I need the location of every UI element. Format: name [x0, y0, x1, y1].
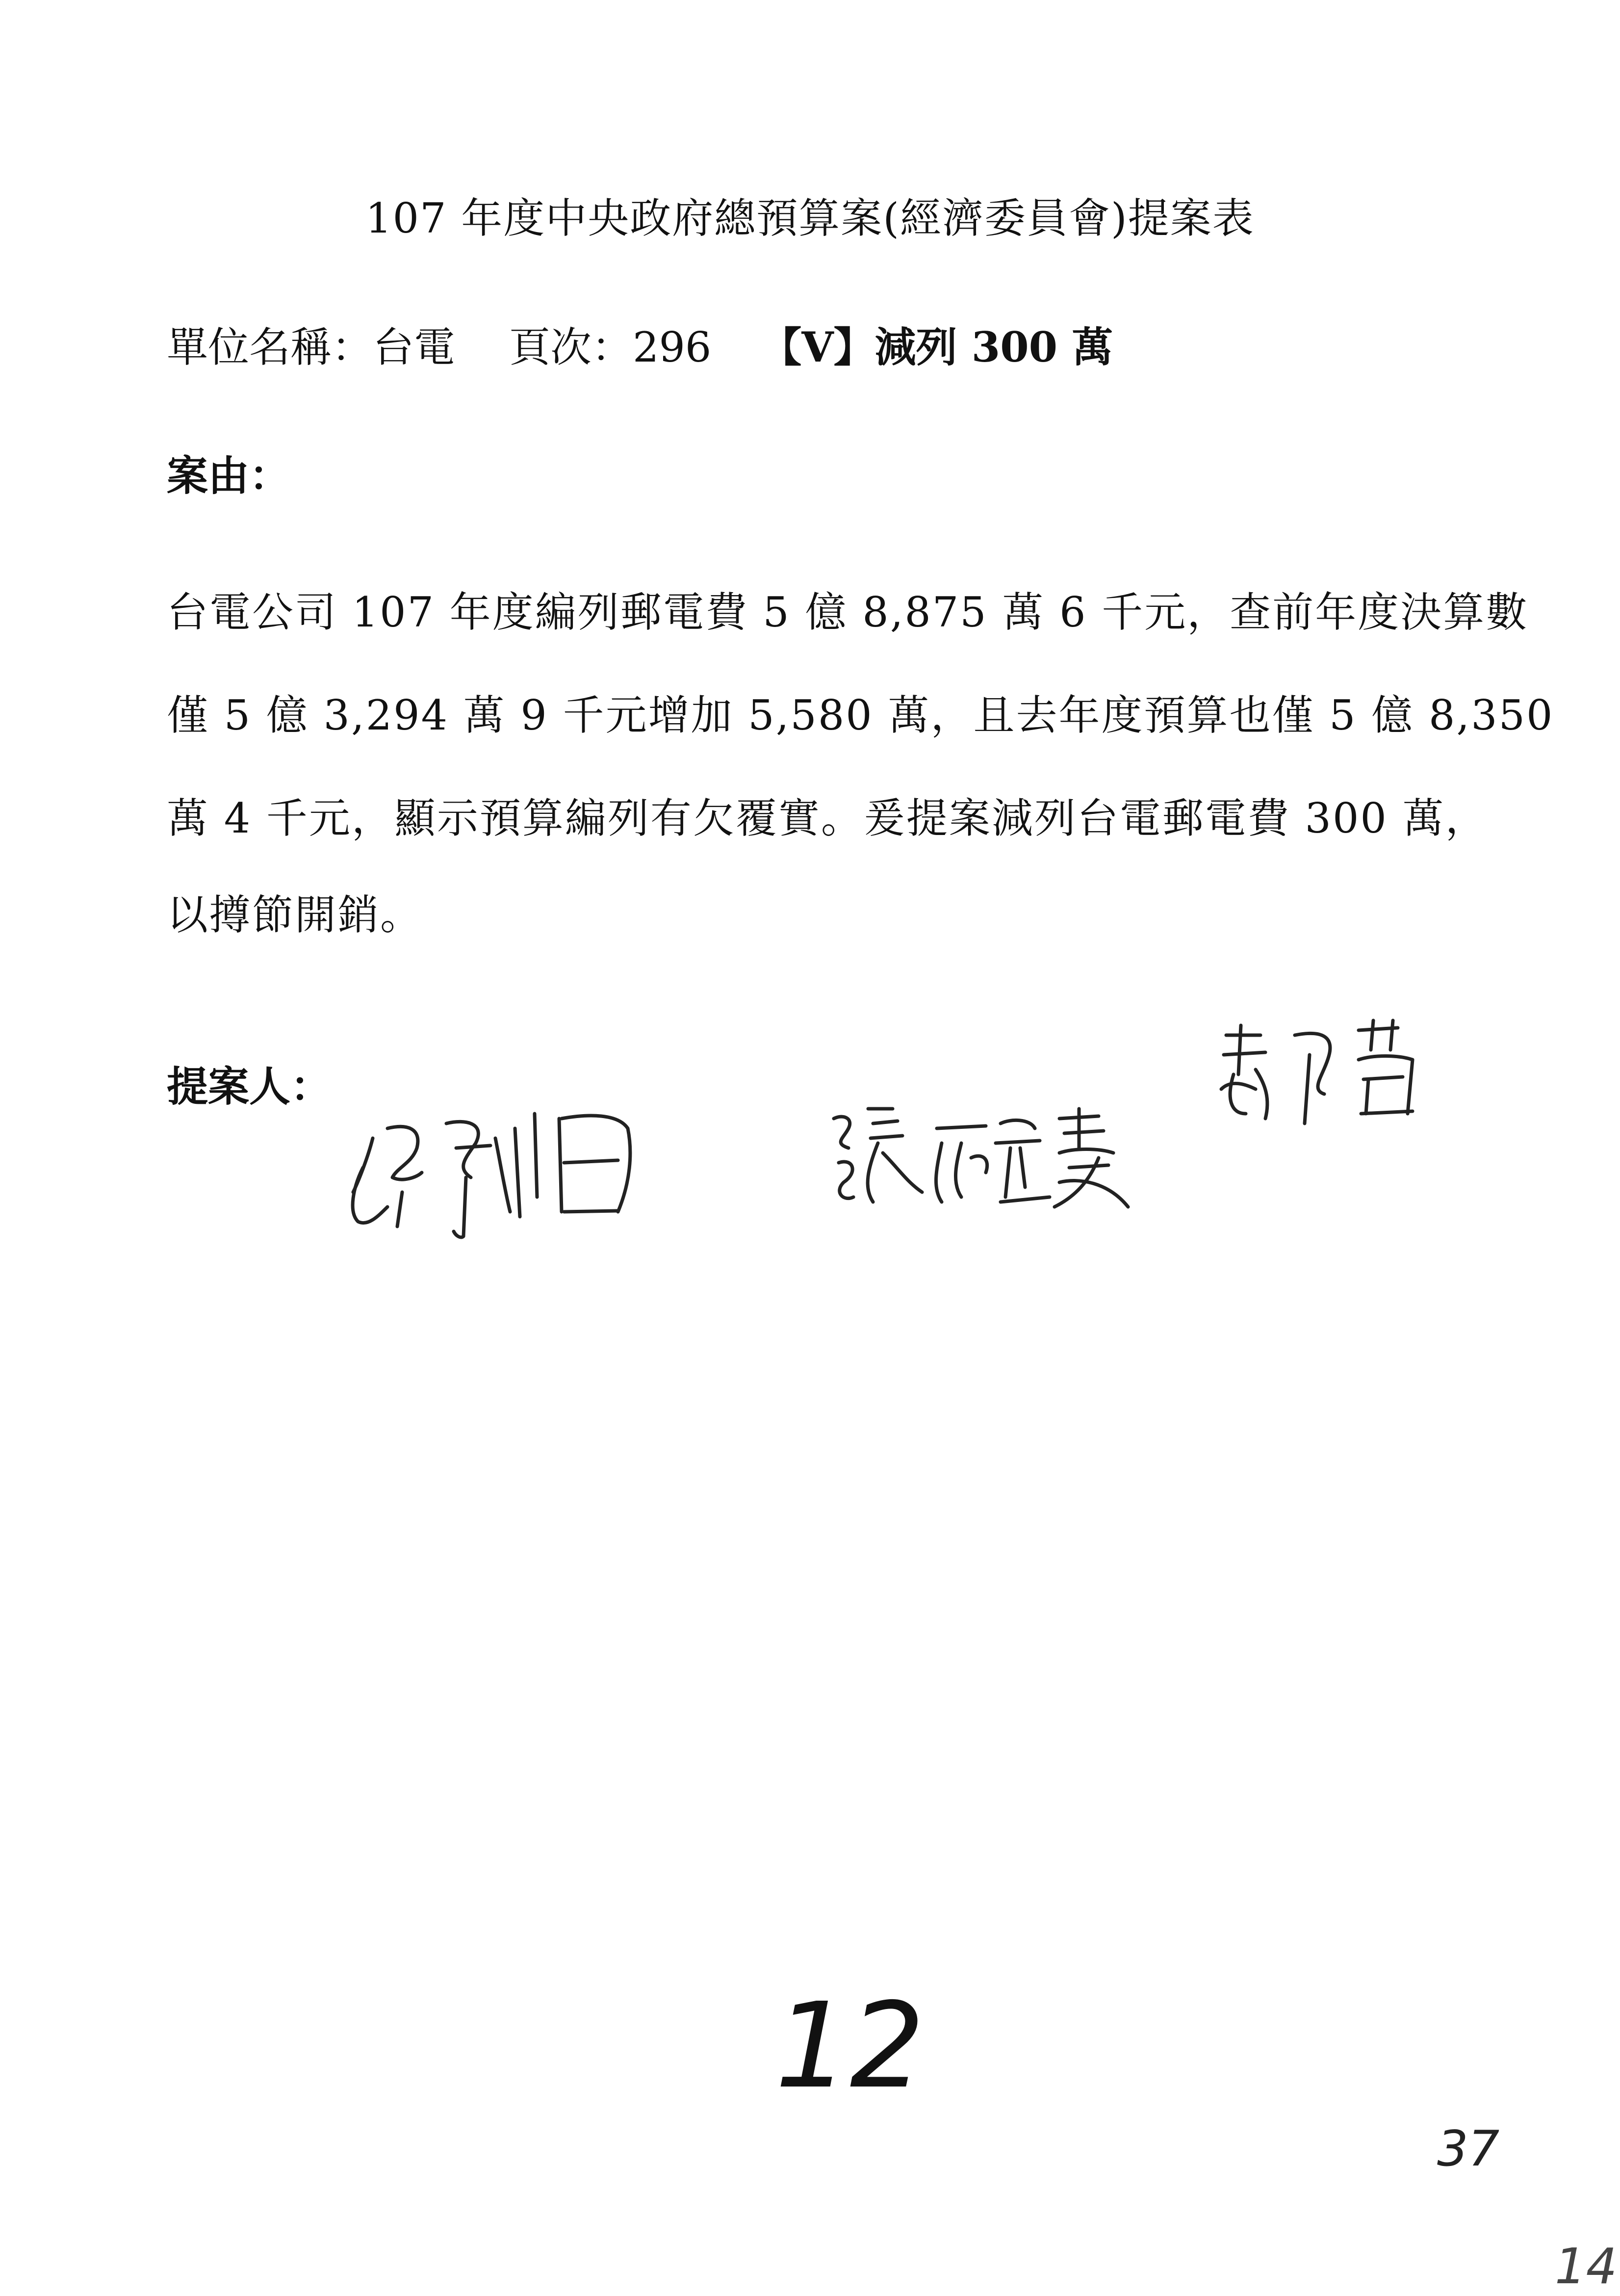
proposer-label: 提案人：	[167, 1062, 332, 1111]
margin-mark-14: 14	[1555, 2238, 1618, 2295]
reason-text-line-3: 萬 4 千元，顯示預算編列有欠覆實。爰提案減列台電郵電費 300 萬，	[167, 794, 1488, 842]
unit-name: 單位名稱：台電	[167, 323, 456, 371]
reason-text-line-2: 僅 5 億 3,294 萬 9 千元增加 5,580 萬，且去年度預算也僅 5 億 8,350	[167, 691, 1554, 739]
reason-text-line-4: 以撙節開銷。	[167, 891, 423, 939]
reduction-action: 【V】減列 300 萬	[760, 323, 1113, 371]
page-number: 12	[775, 1977, 925, 2114]
margin-mark-37: 37	[1437, 2120, 1500, 2177]
page-reference: 頁次：296	[509, 323, 712, 371]
reason-text-line-1: 台電公司 107 年度編列郵電費 5 億 8,875 萬 6 千元，查前年度決算數	[167, 588, 1529, 636]
signature-1	[343, 1094, 647, 1241]
signature-2	[824, 1099, 1138, 1217]
page-title: 107 年度中央政府總預算案(經濟委員會)提案表	[365, 194, 1255, 242]
signature-3	[1211, 1016, 1437, 1128]
reason-heading: 案由：	[167, 451, 291, 500]
unit-info-line	[167, 318, 1113, 377]
